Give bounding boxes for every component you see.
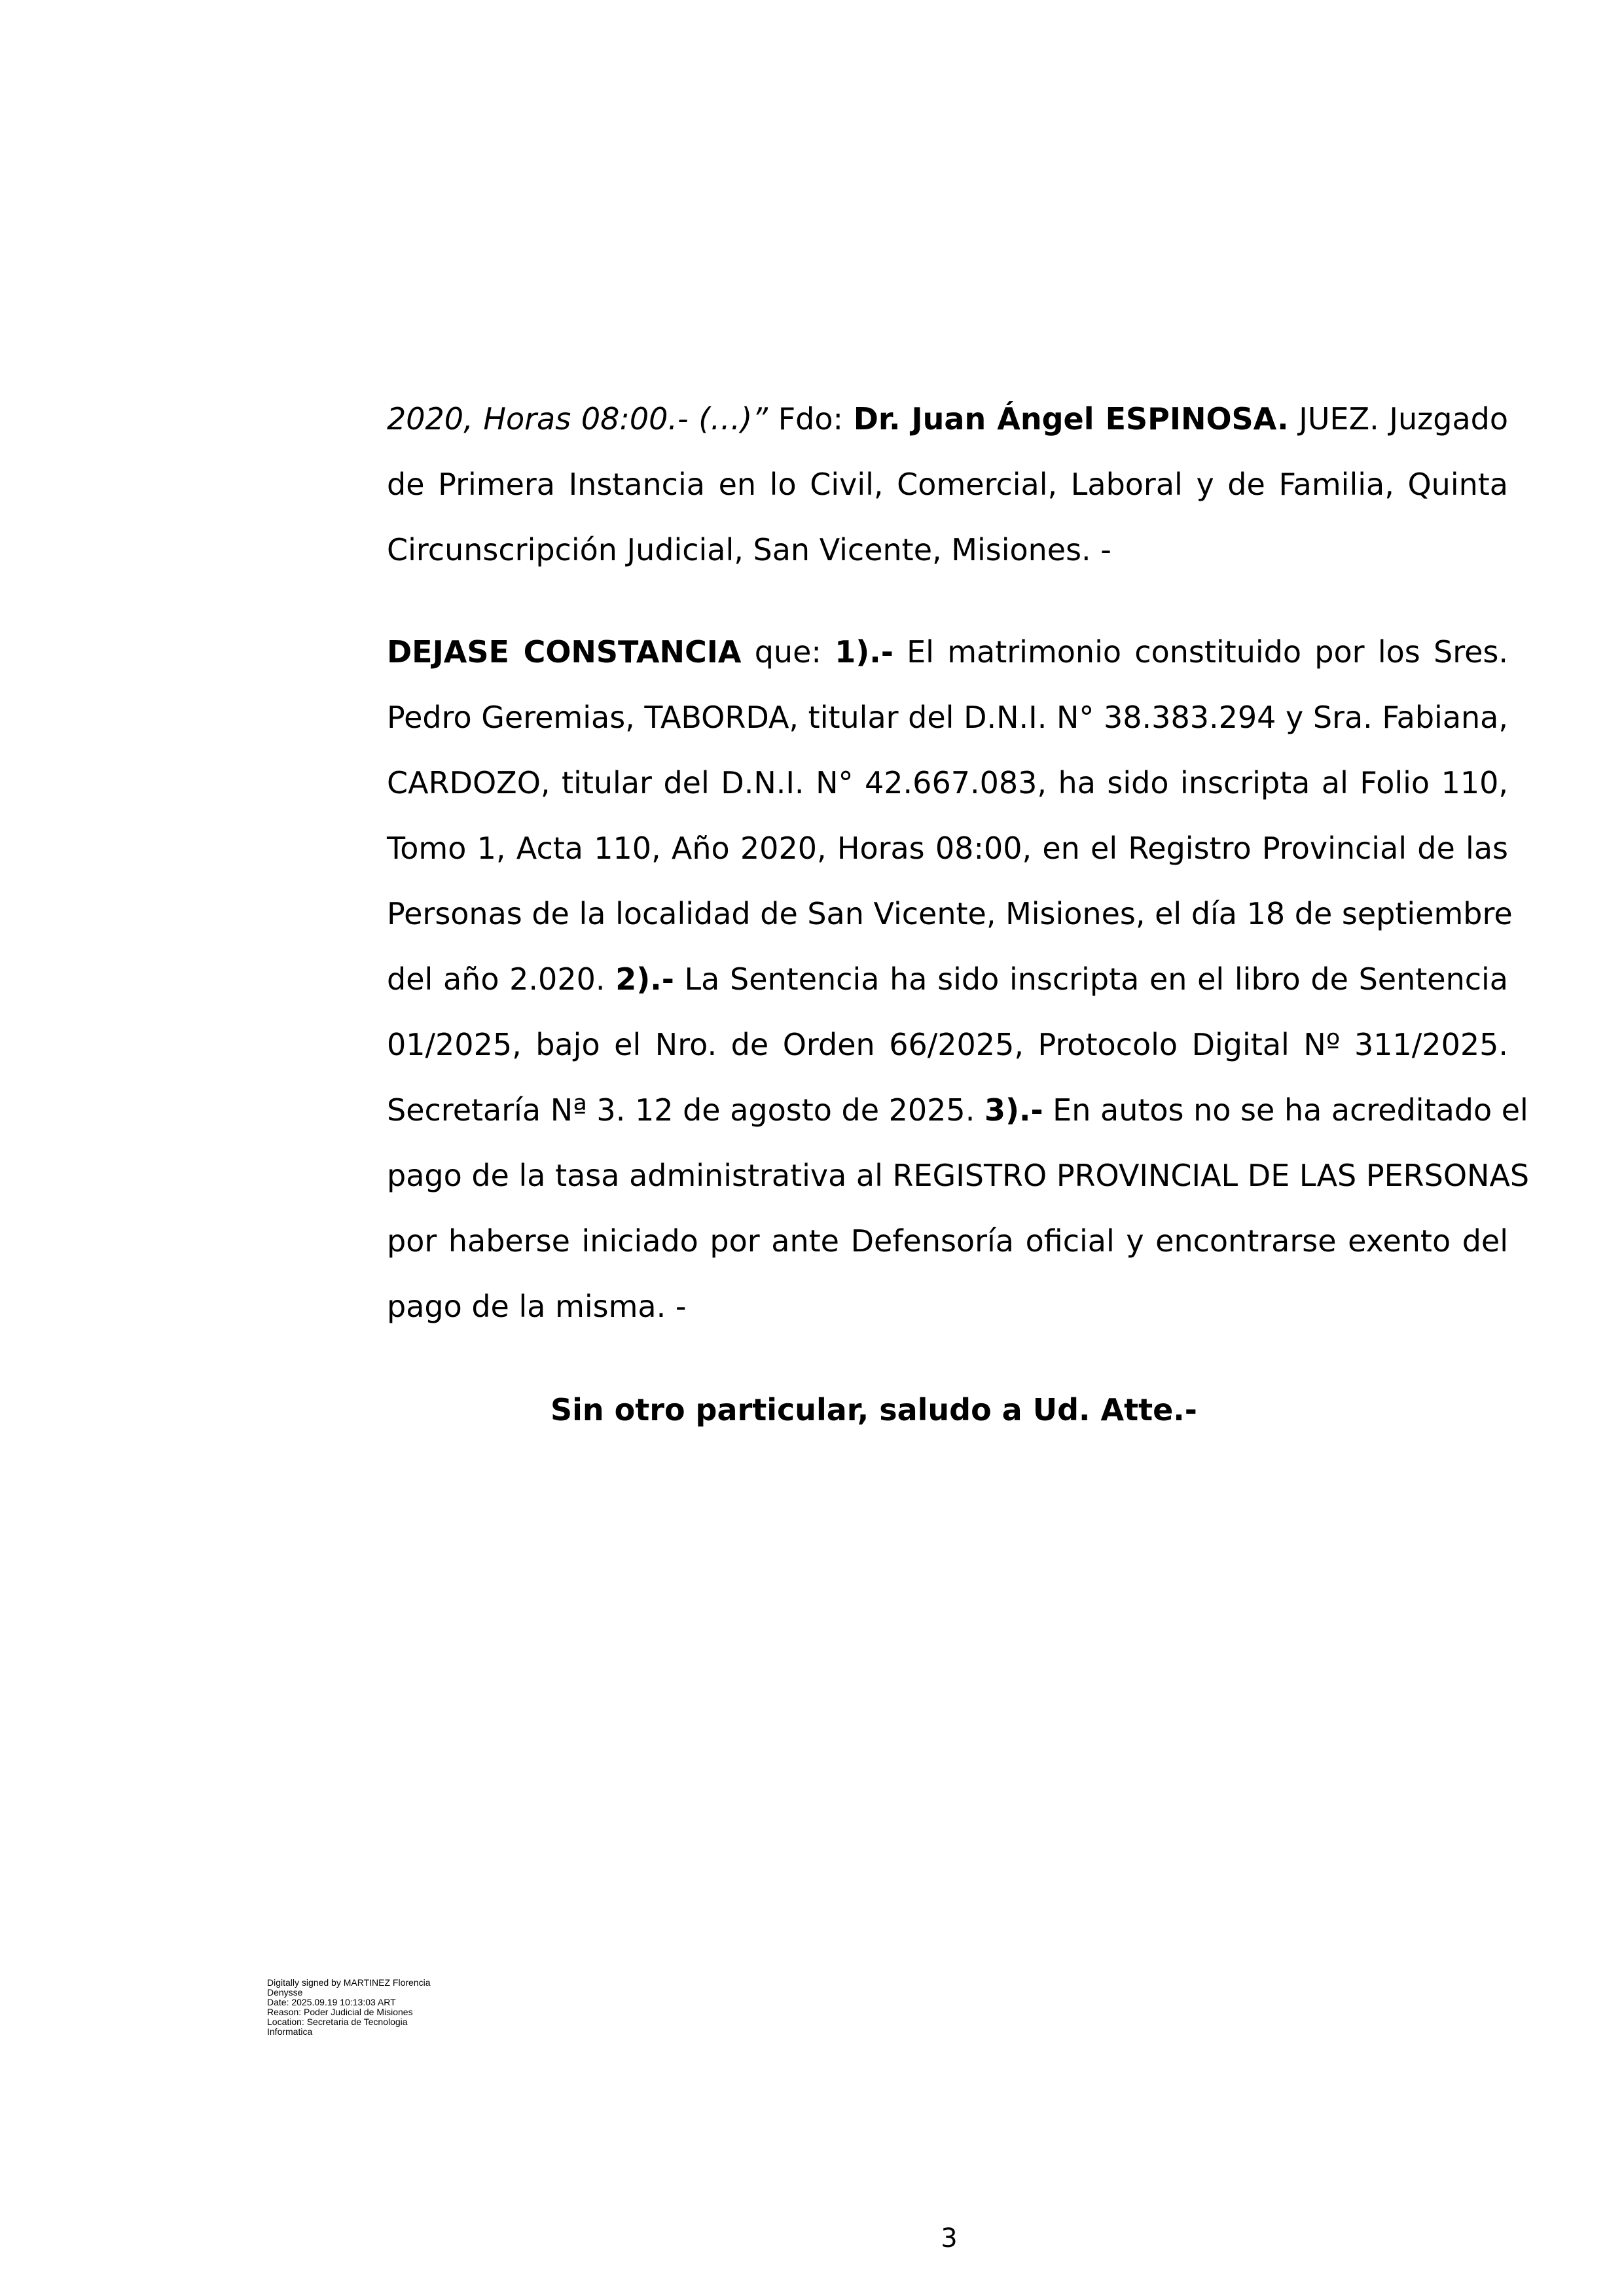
paragraph-line: CARDOZO, titular del D.N.I. N° 42.667.083, ha sido inscripta al Folio 110, [387, 765, 1508, 800]
paragraph-line: por haberse iniciado por ante Defensoría oficial y encontrarse exento del [387, 1223, 1508, 1259]
paragraph-line: DEJASE CONSTANCIA que: 1).- El matrimonio constituido por los Sres. [387, 634, 1508, 670]
page-number: 3 [941, 2223, 958, 2253]
signature-line: Informatica [267, 2026, 313, 2037]
paragraph-signature-reference [387, 386, 1508, 583]
paragraph-line: pago de la tasa administrativa al REGISTRO PROVINCIAL DE LAS PERSONAS [387, 1158, 1530, 1193]
closing-salutation: Sin otro particular, saludo a Ud. Atte.- [550, 1392, 1197, 1427]
item-number-3: 3).- [984, 1092, 1043, 1128]
paragraph-line: Secretaría Nª 3. 12 de agosto de 2025. 3).- En autos no se ha acreditado el [387, 1092, 1528, 1128]
digital-signature-stamp [267, 1978, 483, 2037]
signature-line: Reason: Poder Judicial de Misiones [267, 2007, 413, 2017]
paragraph-dejase-constancia [387, 619, 1530, 1339]
paragraph-line: pago de la misma. - [387, 1289, 687, 1324]
signature-line: Digitally signed by MARTINEZ Florencia [267, 1977, 431, 1988]
item-number-2: 2).- [615, 961, 674, 997]
paragraph-line: Circunscripción Judicial, San Vicente, Misiones. - [387, 532, 1111, 567]
dejase-constancia-heading: DEJASE CONSTANCIA [387, 634, 742, 670]
item-number-1: 1).- [835, 634, 893, 670]
signature-line: Denysse [267, 1987, 303, 1998]
signature-line: Location: Secretaria de Tecnologia [267, 2017, 408, 2027]
paragraph-line: 2020, Horas 08:00.- (…)” Fdo: Dr. Juan Ángel ESPINOSA. JUEZ. Juzgado [387, 401, 1508, 437]
paragraph-line: 01/2025, bajo el Nro. de Orden 66/2025, Protocolo Digital Nº 311/2025. [387, 1027, 1508, 1062]
paragraph-line: de Primera Instancia en lo Civil, Comercial, Laboral y de Familia, Quinta [387, 467, 1508, 502]
signature-line: Date: 2025.09.19 10:13:03 ART [267, 1997, 396, 2007]
paragraph-line: Personas de la localidad de San Vicente, Misiones, el día 18 de septiembre [387, 896, 1513, 931]
judge-name: Dr. Juan Ángel ESPINOSA. [853, 401, 1289, 437]
paragraph-line: Pedro Geremias, TABORDA, titular del D.N.I. N° 38.383.294 y Sra. Fabiana, [387, 700, 1508, 735]
paragraph-line: del año 2.020. 2).- La Sentencia ha sido inscripta en el libro de Sentencia [387, 961, 1508, 997]
paragraph-line: Tomo 1, Acta 110, Año 2020, Horas 08:00, en el Registro Provincial de las [387, 831, 1508, 866]
